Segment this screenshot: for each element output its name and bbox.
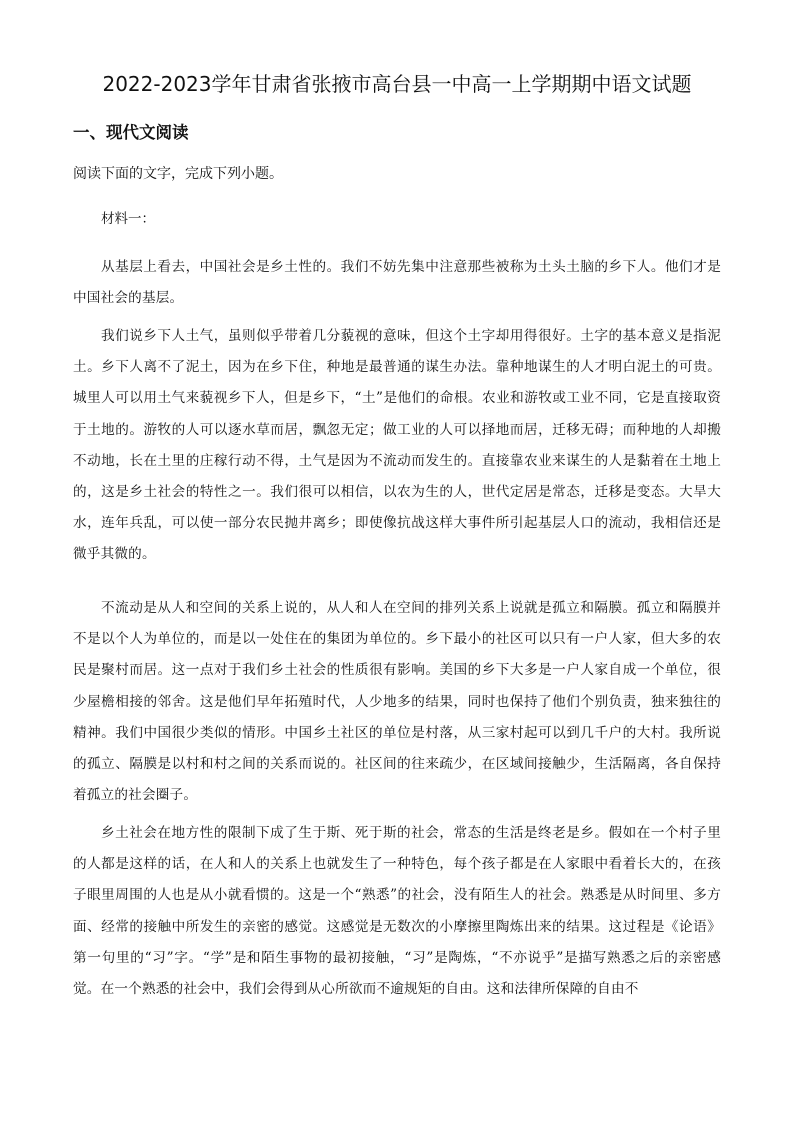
section-heading: 一、现代文阅读 — [73, 123, 189, 142]
paragraph-1: 从基层上看去，中国社会是乡土性的。我们不妨先集中注意那些被称为土头土脑的乡下人。他们才是中国社会的基层。 — [73, 259, 721, 307]
exam-title: 2022-2023学年甘肃省张掖市高台县一中高一上学期期中语文试题 — [102, 72, 692, 96]
reading-instruction: 阅读下面的文字，完成下列小题。 — [73, 166, 283, 182]
paragraph-2: 我们说乡下人土气，虽则似乎带着几分藐视的意味，但这个土字却用得很好。土字的基本意义是指泥土。乡下人离不了泥土，因为在乡下住，种地是最普通的谋生办法。靠种地谋生的人才明白泥土的可贵。城里人可以用土气来藐视乡下人，但是乡下，“土”是他们的命根。农业和游牧或工业不同，它是直接取资于土地的。游牧的人可以逐水草而居，飘忽无定；做工业的人可以择地而居，迁移无碍；而种地的人却搬不动地，长在土里的庄稼行动不得，土气是因为不流动而发生的。直接靠农业来谋生的人是黏着在土地上的，这是乡土社会的特性之一。我们很可以相信，以农为生的人，世代定居是常态，迁移是变态。大旱大水，连年兵乱，可以使一部分农民抛井离乡；即使像抗战这样大事件所引起基层人口的流动，我相信还是微乎其微的。 — [73, 328, 721, 563]
material-label: 材料一： — [101, 211, 155, 227]
paragraph-4: 乡土社会在地方性的限制下成了生于斯、死于斯的社会，常态的生活是终老是乡。假如在一个村子里的人都是这样的话，在人和人的关系上也就发生了一种特色，每个孩子都是在人家眼中看着长大的，在孩子眼里周围的人也是从小就看惯的。这是一个“熟悉”的社会，没有陌生人的社会。熟悉是从时间里、多方面、经常的接触中所发生的亲密的感觉。这感觉是无数次的小摩擦里陶炼出来的结果。这过程是《论语》第一句里的“习”字。“学”是和陌生事物的最初接触，“习”是陶炼，“不亦说乎”是描写熟悉之后的亲密感觉。在一个熟悉的社会中，我们会得到从心所欲而不逾规矩的自由。这和法律所保障的自由不 — [73, 825, 721, 998]
paragraph-3: 不流动是从人和空间的关系上说的，从人和人在空间的排列关系上说就是孤立和隔膜。孤立和隔膜并不是以个人为单位的，而是以一处住在的集团为单位的。乡下最小的社区可以只有一户人家，但大多的农民是聚村而居。这一点对于我们乡土社会的性质很有影响。美国的乡下大多是一户人家自成一个单位，很少屋檐相接的邻舍。这是他们早年拓殖时代，人少地多的结果，同时也保持了他们个别负责，独来独往的精神。我们中国很少类似的情形。中国乡土社区的单位是村落，从三家村起可以到几千户的大村。我所说的孤立、隔膜是以村和村之间的关系而说的。社区间的往来疏少，在区域间接触少，生活隔离，各自保持着孤立的社会圈子。 — [73, 600, 721, 804]
